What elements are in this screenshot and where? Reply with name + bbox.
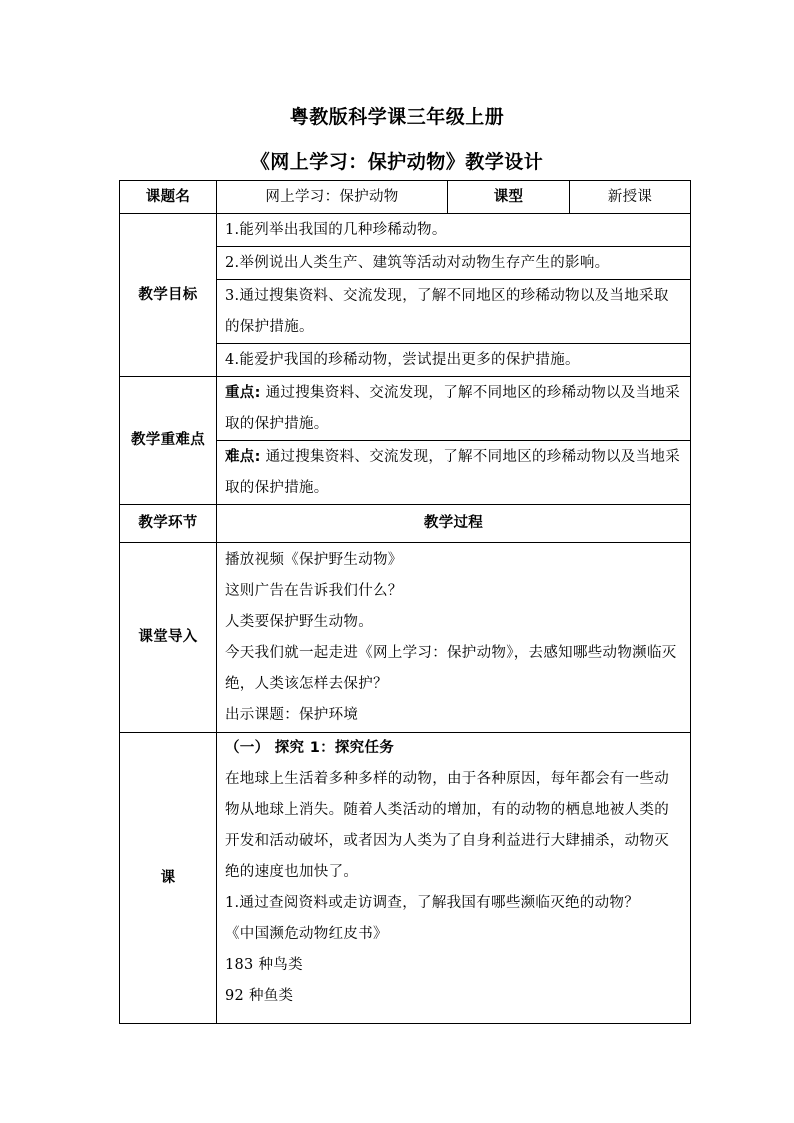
process-content-header: 教学过程 <box>217 505 691 543</box>
intro-line: 人类要保护野生动物。 <box>225 613 373 630</box>
difficult-point-label: 难点: <box>225 448 261 465</box>
key-points-label: 教学重难点 <box>120 377 217 505</box>
lesson-label: 课 <box>120 733 217 1024</box>
objectives-label: 教学目标 <box>120 214 217 377</box>
objective-item: 4.能爱护我国的珍稀动物，尝试提出更多的保护措施。 <box>217 344 691 377</box>
key-point <box>217 377 691 441</box>
objective-item: 1.能列举出我国的几种珍稀动物。 <box>217 214 691 247</box>
intro-line: 出示课题：保护环境 <box>225 706 359 723</box>
objective-row <box>120 214 691 247</box>
lesson-row <box>120 733 691 1024</box>
type-label: 课型 <box>448 181 570 214</box>
objective-item: 3.通过搜集资料、交流发现，了解不同地区的珍稀动物以及当地采取的保护措施。 <box>217 280 691 344</box>
process-stage-header: 教学环节 <box>120 505 217 543</box>
intro-line: 今天我们就一起走进《网上学习：保护动物》，去感知哪些动物濒临灭绝，人类该怎样去保护？ <box>225 644 677 692</box>
intro-label: 课堂导入 <box>120 543 217 733</box>
key-point-label: 重点: <box>225 384 261 401</box>
difficult-point-text: 通过搜集资料、交流发现，了解不同地区的珍稀动物以及当地采取的保护措施。 <box>225 448 681 496</box>
lesson-line: 183 种鸟类 <box>225 957 303 973</box>
intro-row <box>120 543 691 733</box>
lesson-content <box>217 733 691 1024</box>
lesson-line: 《中国濒危动物红皮书》 <box>225 926 388 942</box>
lesson-paragraph: 在地球上生活着多种多样的动物，由于各种原因，每年都会有一些动物从地球上消失。随着人类活动的增加，有的动物的栖息地被人类的开发和活动破坏，或者因为人类为了自身利益进行大肆捕杀，动物灭绝的速度也加快了。 <box>225 771 669 880</box>
lesson-plan-table <box>119 180 691 1024</box>
key-point-text: 通过搜集资料、交流发现，了解不同地区的珍稀动物以及当地采取的保护措施。 <box>225 384 681 432</box>
intro-content <box>217 543 691 733</box>
intro-line: 播放视频《保护野生动物》 <box>225 551 403 568</box>
topic-label: 课题名 <box>120 181 217 214</box>
process-header-row <box>120 505 691 543</box>
topic-row <box>120 181 691 214</box>
difficult-point <box>217 441 691 505</box>
topic-value: 网上学习：保护动物 <box>217 181 448 214</box>
section-title: （一） 探究 1：探究任务 <box>225 740 395 756</box>
lesson-line: 92 种鱼类 <box>225 988 294 1004</box>
document-subtitle: 《网上学习：保护动物》教学设计 <box>250 151 544 173</box>
objective-item: 2.举例说出人类生产、建筑等活动对动物生存产生的影响。 <box>217 247 691 280</box>
type-value: 新授课 <box>570 181 691 214</box>
lesson-line: 1.通过查阅资料或走访调查，了解我国有哪些濒临灭绝的动物？ <box>225 895 640 911</box>
key-point-row <box>120 377 691 441</box>
document-title: 粤教版科学课三年级上册 <box>289 106 505 128</box>
intro-line: 这则广告在告诉我们什么？ <box>225 582 403 599</box>
